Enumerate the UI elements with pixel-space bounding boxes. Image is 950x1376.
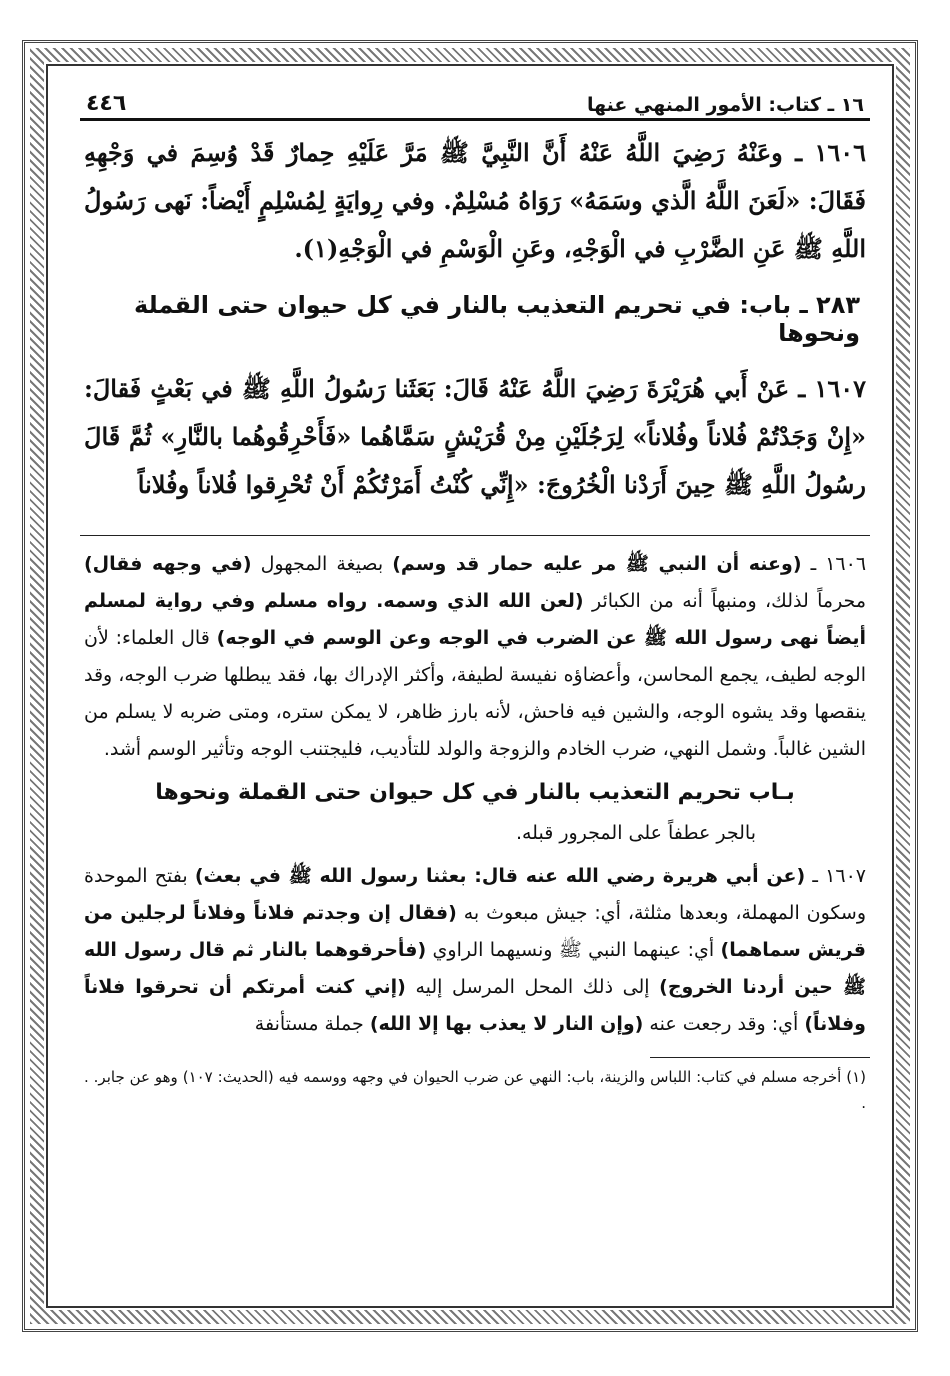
commentary-1607 — [84, 858, 866, 1043]
explanation-text: بصيغة المجهول — [260, 553, 384, 575]
page-number: ٤٤٦ — [86, 91, 127, 116]
commentary-chapter-heading: بـاب تحريم التعذيب بالنار في كل حيوان حتى القملة ونحوها — [155, 780, 795, 805]
hadith-1607: ١٦٠٧ ـ عَنْ أَبي هُرَيْرَةَ رَضِيَ اللَّهُ عَنْهُ قَالَ: بَعَثَنا رَسُولُ اللَّهِ ﷺ في بَعْثٍ فَقالَ: «إِنْ وَجَدْتُمْ فُلاناً وفُلاناً» لِرَجُلَيْنِ مِنْ قُرَيْشٍ سَمَّاهُما «فَأَحْرِقُوهُما بالنَّارِ» ثُمَّ قَالَ رسُولُ اللَّهِ ﷺ حِينَ أَرَدْنا الْخُرُوجَ: «إِنِّي كُنْتُ أَمَرْتُكُمْ أَنْ تُحْرِقوا فُلاناً وفُلاناً — [84, 374, 866, 499]
quoted-text: (فقال إن وجدتم فلاناً وفلاناً لرجلين من قريش سماهما) — [84, 902, 866, 961]
quoted-text: (لعن الله الذي وسمه. رواه مسلم وفي رواية لمسلم أيضاً نهى رسول الله ﷺ عن الضرب في الوجه وعن الوسم في الوجه) — [84, 590, 866, 649]
quoted-text: (فأحرقوهما بالنار ثم قال رسول الله ﷺ حين أردنا الخروج) — [84, 939, 866, 998]
quoted-text: (وعنه أن النبي ﷺ مر عليه حمار قد وسم) — [392, 553, 802, 575]
hadith-1606: ١٦٠٦ ـ وعَنْهُ رَضِيَ اللَّهُ عَنْهُ أَنَّ النَّبِيَّ ﷺ مَرَّ عَلَيْهِ حِمارٌ قَدْ وُسِمَ في وَجْهِهِ فَقَالَ: «لَعَنَ اللَّهُ الَّذي وسَمَهُ» رَوَاهُ مُسْلِمٌ. وفي رِوايَةٍ لِمُسْلِمٍ أَيْضاً: نَهى رَسُولُ اللَّهِ ﷺ عَنِ الضَّرْبِ في الْوَجْهِ، وعَنِ الْوَسْمِ في الْوَجْهِ(١). — [84, 138, 866, 263]
explanation-text: قال العلماء: لأن الوجه لطيف، يجمع المحاسن، وأعضاؤه نفيسة لطيفة، وأكثر الإدراك بها، فقد يبطلها ضرب الوجه، وقد ينقصها وقد يشوه الوجه، والشين فيه فاحش، لأنه بارز ظاهر، لا يمكن ستره، ومتى ضربه لا يسلم من الشين غالباً. وشمل النهي، ضرب الخادم والزوجة والولد للتأديب، فليجتنب الوجه وتأثير الوسم أشد. — [84, 627, 866, 760]
quoted-text: (إني كنت أمرتكم أن تحرقوا فلاناً وفلاناً) — [84, 976, 866, 1035]
explanation-text: بفتح الموحدة وسكون المهملة، وبعدها مثلثة، أي: جيش مبعوث به — [84, 865, 866, 924]
commentary-1606 — [84, 546, 866, 768]
explanation-text: إلى ذلك المحل المرسل إليه — [415, 976, 650, 998]
quoted-text: (عن أبي هريرة رضي الله عنه قال: بعثنا رسول الله ﷺ في بعث) — [194, 865, 806, 887]
commentary-note: بالجر عطفاً على المجرور قبله. — [515, 822, 756, 844]
quoted-text: (في وجهه فقال) — [84, 553, 252, 575]
explanation-text: أي: وقد رجعت عنه — [649, 1013, 799, 1035]
explanation-text: محرماً لذلك، ومنبهاً أنه من الكبائر — [591, 590, 866, 612]
quoted-text: (وإن النار لا يعذب بها إلا الله) — [369, 1013, 644, 1035]
footnote-rule — [650, 1057, 870, 1058]
footnote: (١) أخرجه مسلم في كتاب: اللباس والزينة، باب: النهي عن ضرب الحيوان في وجهه ووسمه فيه (الحديث: ١٠٧) وهو عن جابر. . . — [84, 1068, 866, 1112]
explanation-text: أي: عينهما النبي ﷺ ونسيهما الراوي — [432, 939, 715, 961]
commentary-number: ١٦٠٦ ـ — [810, 553, 867, 575]
explanation-text: جملة مستأنفة — [254, 1013, 364, 1035]
page-content — [80, 80, 870, 1280]
page-header — [80, 80, 870, 121]
commentary-number: ١٦٠٧ ـ — [812, 865, 866, 887]
chapter-heading: ٢٨٣ ـ باب: في تحريم التعذيب بالنار في كل حيوان حتى القملة ونحوها — [134, 291, 860, 347]
text-separator — [80, 535, 870, 536]
book-title: ١٦ ـ كتاب: الأمور المنهي عنها — [587, 94, 864, 116]
